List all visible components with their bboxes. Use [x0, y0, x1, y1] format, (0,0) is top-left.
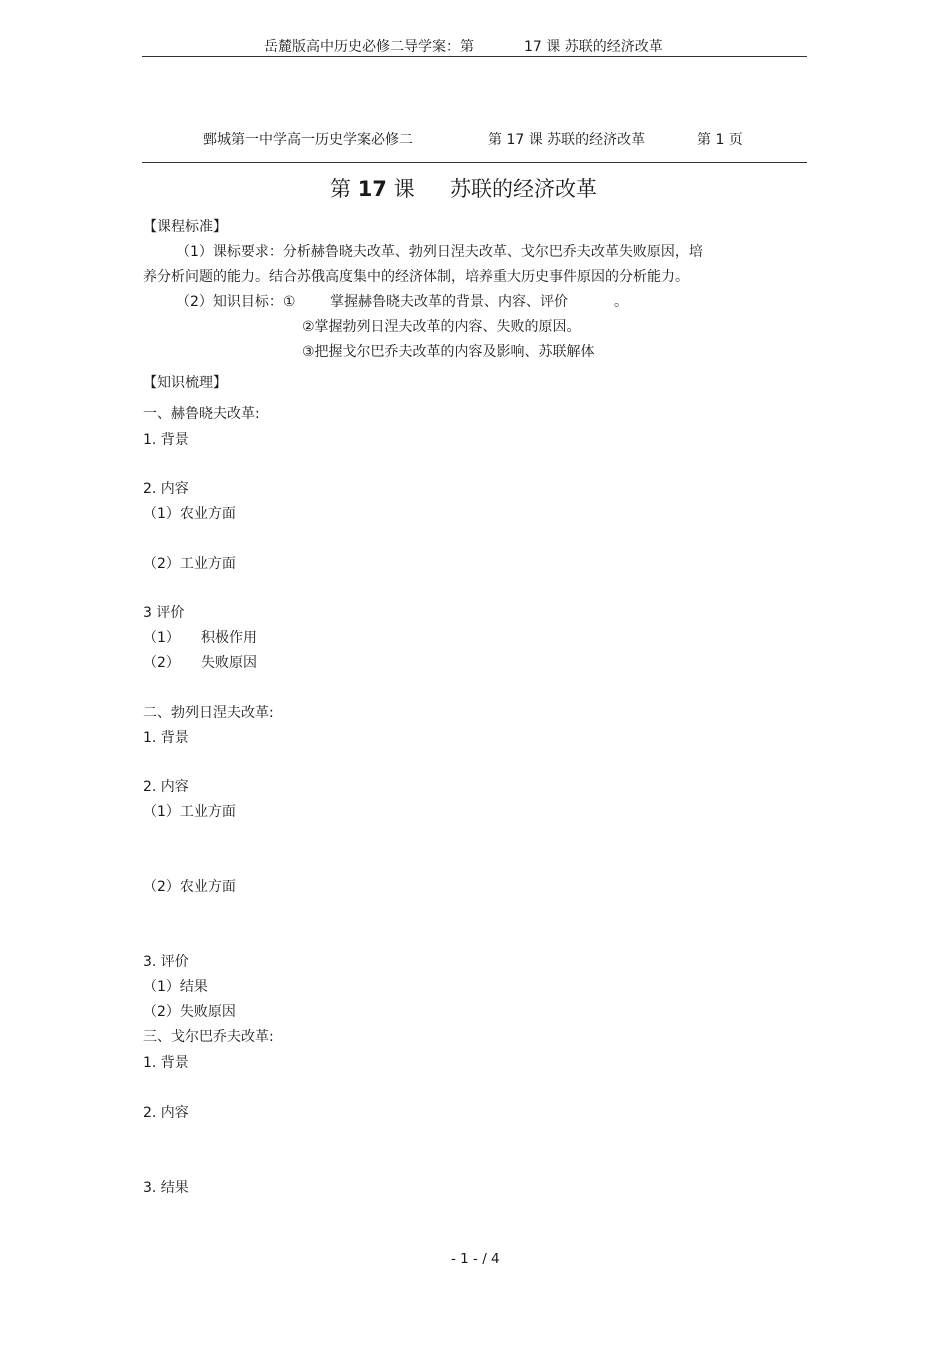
section-3-content: 2. 内容: [143, 1105, 189, 1121]
section-2-failure: （2）失败原因: [143, 1004, 236, 1020]
section-1-evaluation: 3 评价: [143, 605, 185, 621]
title-name: 苏联的经济改革: [449, 177, 597, 201]
page-number: - 1 - / 4: [451, 1251, 500, 1267]
standards-goal-label: （2）知识目标：①: [176, 294, 296, 310]
school-header-lesson: 第 17 课 苏联的经济改革: [488, 132, 646, 148]
section-1-eval-failure: 失败原因: [201, 655, 257, 671]
section-1-agriculture: （1）农业方面: [143, 506, 236, 522]
section-1-eval-positive: 积极作用: [201, 630, 257, 646]
section-3-background: 1. 背景: [143, 1055, 189, 1071]
section-1-eval-1-num: （1）: [143, 630, 180, 646]
section-2-agriculture: （2）农业方面: [143, 879, 236, 895]
section-2-industry: （1）工业方面: [143, 804, 236, 820]
section-2-title: 二、勃列日涅夫改革:: [143, 705, 274, 721]
section-1-title: 一、赫鲁晓夫改革:: [143, 406, 260, 422]
section-1-background: 1. 背景: [143, 432, 189, 448]
section-3-title: 三、戈尔巴乔夫改革:: [143, 1029, 274, 1045]
section-3-result: 3. 结果: [143, 1180, 189, 1196]
running-header-right: 17 课 苏联的经济改革: [524, 39, 663, 55]
title-number: 17: [357, 177, 387, 201]
standards-goal-3: ③把握戈尔巴乔夫改革的内容及影响、苏联解体: [302, 344, 595, 360]
standards-requirement-line1: （1）课标要求：分析赫鲁晓夫改革、勃列日涅夫改革、戈尔巴乔夫改革失败原因，培: [176, 244, 703, 260]
running-header-left: 岳麓版高中历史必修二导学案：第: [264, 39, 474, 55]
school-header-page: 第 1 页: [697, 132, 743, 148]
section-2-result: （1）结果: [143, 979, 208, 995]
standards-requirement-line2: 养分析问题的能力。结合苏俄高度集中的经济体制，培养重大历史事件原因的分析能力。: [143, 269, 689, 285]
school-header-rule: [142, 162, 807, 163]
title-suffix: 课: [393, 177, 415, 201]
standards-goal-2: ②掌握勃列日涅夫改革的内容、失败的原因。: [302, 319, 581, 335]
outline-heading: 【知识梳理】: [143, 375, 227, 391]
section-2-evaluation: 3. 评价: [143, 954, 189, 970]
section-1-industry: （2）工业方面: [143, 556, 236, 572]
school-header-school: 鄄城第一中学高一历史学案必修二: [203, 132, 413, 148]
section-2-content: 2. 内容: [143, 779, 189, 795]
section-1-eval-2-num: （2）: [143, 655, 180, 671]
section-2-background: 1. 背景: [143, 730, 189, 746]
section-1-content: 2. 内容: [143, 481, 189, 497]
title-prefix: 第: [330, 177, 351, 201]
standards-heading: 【课程标准】: [143, 219, 227, 235]
standards-goal-1-end: 。: [614, 294, 628, 310]
page-title: [330, 173, 597, 203]
running-header-rule: [142, 56, 807, 57]
standards-goal-1: 掌握赫鲁晓夫改革的背景、内容、评价: [330, 294, 568, 310]
